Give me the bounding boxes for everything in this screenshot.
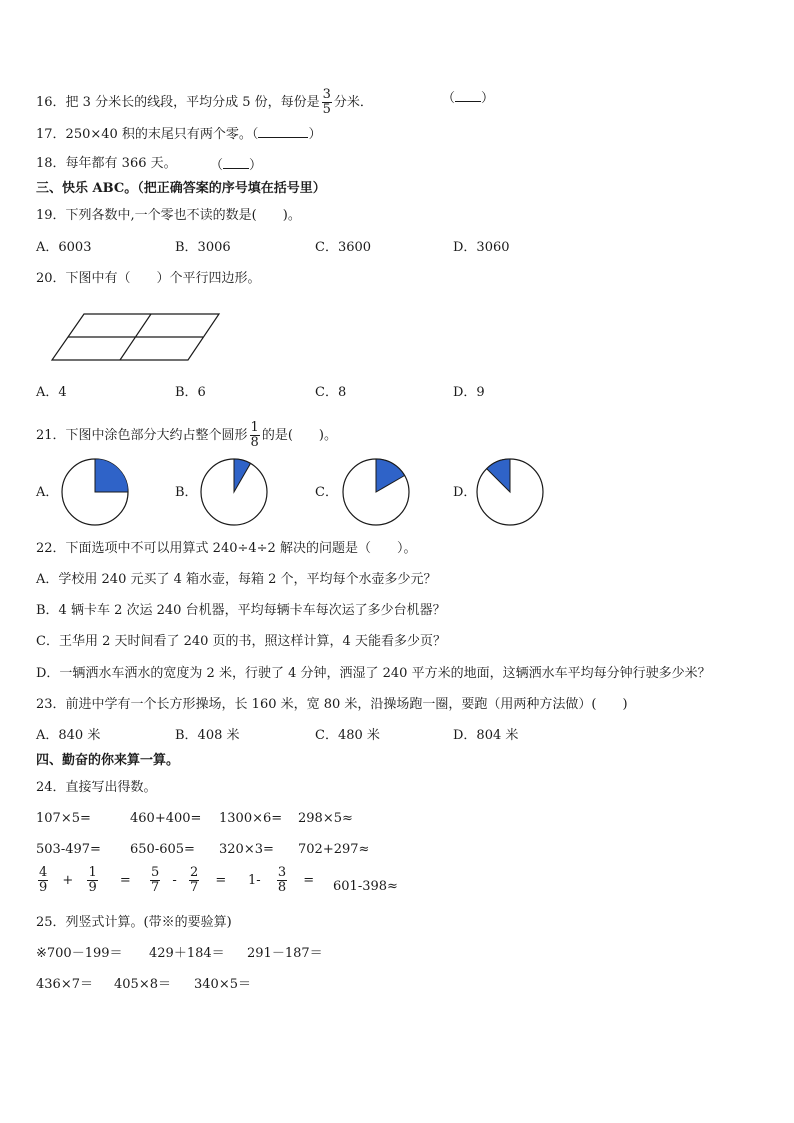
q22-option-a[interactable]: A．学校用 240 元买了 4 箱水壶，每箱 2 个，平均每个水壶多少元？	[36, 572, 437, 587]
q18-paren-left: （	[210, 158, 224, 173]
q23-option-b[interactable]: B．408 米	[175, 728, 240, 743]
q24-r2-c3: 320×3=	[219, 842, 274, 857]
section-4-title: 四、勤奋的你来算一算。	[36, 753, 180, 768]
q21-denominator: 8	[250, 435, 259, 450]
q24-eq1: =	[119, 873, 131, 888]
q24-f3-denominator: 7	[151, 880, 160, 895]
q25-r2-c2: 405×8＝	[114, 977, 171, 992]
q25-r1-c1: ※700－199＝	[36, 946, 123, 961]
q24-f1-denominator: 9	[39, 880, 48, 895]
q24-r1-c3: 1300×6=	[219, 811, 283, 826]
q24-r2-c1: 503-497=	[36, 842, 101, 857]
q16-paren-left: （	[442, 91, 456, 106]
q21-text-a: 21．下图中涂色部分大约占整个圆形	[36, 428, 248, 443]
q22-option-d[interactable]: D．一辆洒水车洒水的宽度为 2 米，行驶了 4 分钟，洒湿了 240 平方米的地面，这辆洒水车平均每分钟行驶多少米？	[36, 666, 711, 681]
q25-r2-c1: 436×7＝	[36, 977, 93, 992]
q22-option-b[interactable]: B．4 辆卡车 2 次运 240 台机器，平均每辆卡车每次运了多少台机器？	[36, 603, 446, 618]
q24-eq2: =	[215, 873, 227, 888]
q24-r1-c1: 107×5=	[36, 811, 91, 826]
q24-r1-c4: 298×5≈	[298, 811, 353, 826]
q19-text: 19．下列各数中,一个零也不读的数是( )。	[36, 208, 301, 223]
q20-option-b[interactable]: B．6	[175, 385, 206, 400]
q21-text-b: 的是( )。	[261, 428, 337, 443]
q24-one-minus: 1-	[248, 873, 261, 888]
q24-row3-expr3	[248, 866, 314, 895]
q21-circle-a	[62, 459, 128, 525]
q19-option-c[interactable]: C．3600	[315, 240, 372, 255]
q25-r1-c2: 429＋184＝	[149, 946, 225, 961]
q20-option-a[interactable]: A．4	[36, 385, 67, 400]
q24-r1-c2: 460+400=	[130, 811, 202, 826]
q21-label-b[interactable]: B．	[175, 485, 198, 500]
q18-text: 18．每年都有 366 天。	[36, 156, 177, 171]
q24-row3-expr4: 601-398≈	[333, 879, 398, 894]
q20-option-d[interactable]: D．9	[453, 385, 485, 400]
section-3-title: 三、快乐 ABC。（把正确答案的序号填在括号里）	[36, 181, 326, 196]
q17-paren-right: ）	[308, 127, 322, 142]
q24-op-plus: +	[62, 873, 74, 888]
q23-option-a[interactable]: A．840 米	[36, 728, 101, 743]
q24-f5-denominator: 8	[277, 880, 287, 895]
q16-denominator: 5	[322, 102, 331, 117]
q25-r1-c3: 291－187＝	[247, 946, 323, 961]
q16-paren-right: ）	[481, 91, 495, 106]
q24-text: 24．直接写出得数。	[36, 780, 157, 795]
q24-row3-expr1	[36, 866, 131, 895]
q20-text: 20．下图中有（ ）个平行四边形。	[36, 271, 261, 286]
q21-label-a[interactable]: A．	[36, 485, 59, 500]
q21-label-c[interactable]: C．	[315, 485, 338, 500]
q24-f2-denominator: 9	[88, 880, 97, 895]
q19-option-d[interactable]: D．3060	[453, 240, 510, 255]
q24-f1-numerator: 4	[39, 865, 48, 880]
q24-f4-numerator: 2	[189, 865, 199, 880]
q19-option-a[interactable]: A．6003	[36, 240, 92, 255]
q24-row3-expr2	[148, 866, 226, 895]
q24-f2-numerator: 1	[88, 865, 97, 880]
q21-circle-d	[477, 459, 543, 525]
q17-text: 17．250×40 积的末尾只有两个零。（	[36, 127, 259, 142]
q23-option-c[interactable]: C．480 米	[315, 728, 380, 743]
q19-option-b[interactable]: B．3006	[175, 240, 231, 255]
q20-option-c[interactable]: C．8	[315, 385, 347, 400]
q24-f4-denominator: 7	[189, 880, 199, 895]
q24-eq3: =	[303, 873, 315, 888]
q22-option-c[interactable]: C．王华用 2 天时间看了 240 页的书，照这样计算，4 天能看多少页？	[36, 634, 446, 649]
q24-f5-numerator: 3	[277, 865, 287, 880]
q21-label-d[interactable]: D．	[453, 485, 477, 500]
q16-text: 16．把 3 分米长的线段，平均分成 5 份，每份是	[36, 95, 320, 110]
q25-text: 25．列竖式计算。(带※的要验算)	[36, 915, 232, 930]
q16-numerator: 3	[322, 87, 331, 102]
q23-text: 23．前进中学有一个长方形操场，长 160 米，宽 80 米，沿操场跑一圈，要跑（用两种方法做）( )	[36, 697, 628, 712]
q24-r2-c4: 702+297≈	[298, 842, 370, 857]
q21-circle-c	[343, 459, 409, 525]
q18-paren-right: ）	[249, 158, 263, 173]
q24-op-minus: -	[172, 873, 177, 888]
q23-option-d[interactable]: D．804 米	[453, 728, 519, 743]
q21-numerator: 1	[250, 420, 259, 435]
q24-f3-numerator: 5	[151, 865, 160, 880]
q25-r2-c3: 340×5＝	[194, 977, 251, 992]
q24-r2-c2: 650-605=	[130, 842, 195, 857]
q16-unit: 分米．	[333, 95, 373, 110]
q21-circle-b	[201, 459, 267, 525]
q22-text: 22．下面选项中不可以用算式 240÷4÷2 解决的问题是（ ）。	[36, 541, 417, 556]
